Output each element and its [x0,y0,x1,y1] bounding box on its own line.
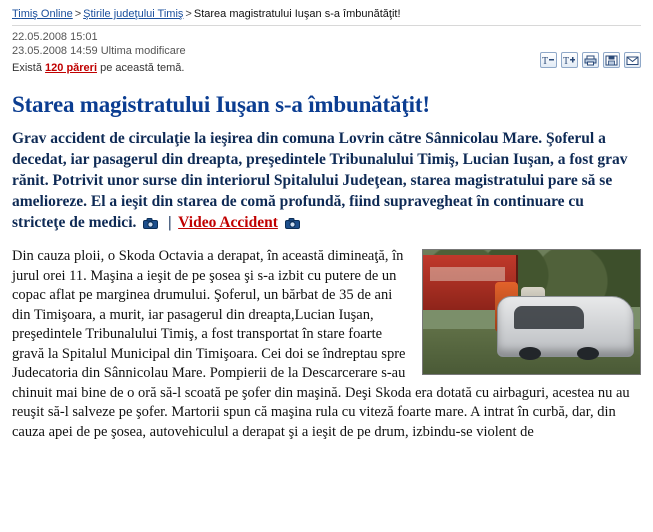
opinions-suffix: pe această temă. [100,62,185,74]
breadcrumb-item-current: Starea magistratului Iuşan s-a îmbunătăţit! [193,8,401,20]
lead-separator: | [168,214,172,231]
breadcrumb-separator-1: > [74,8,82,20]
text-increase-icon[interactable] [561,52,578,68]
svg-text:T: T [563,55,570,66]
camera-icon [143,214,158,235]
breadcrumb-separator-2: > [185,8,192,20]
modified-date: 23.05.2008 14:59 Ultima modificare [12,45,186,57]
svg-text:T: T [542,55,549,66]
opinions-count-link[interactable]: 120 păreri [45,62,98,74]
article-lead-text: Grav accident de circulaţie la ieşirea din comuna Lovrin către Sânnicolau Mare. Şoferul a decedat, iar pasagerul din dreapta, preşedintele Tribunalului Timiş, Lucian Iuşan, a fost grav rănit. Potrivit unor surse din interiorul Spitalului Judeţean, starea magistratului pare să se amelioreze. El a ieşit din starea de comă profundă, fiind supravegheat în continuare cu stricteţe de medici. [12,130,628,231]
email-icon[interactable] [624,52,641,68]
article-paragraph: Din cauza ploii, o Skoda Octavia a derapat, în această dimineaţă, în jurul orei 11. Maşina a ieşit de pe şosea şi s-a izbit cu putere de un copac aflat pe marginea drumului. Şoferul, un bărbat de 35 de ani din Timişoara, a murit, iar pasagerul din dreapta,Lucian Iuşan, preşedintele Tribunalului Timiş, a fost transportat în stare foarte gravă la Spitalul Municipal din Timişoara. Cei doi se îndreptau spre Judecatoria din Sânnicolau Mare. Pompierii de la Descarcerare s-au chinuit mai bine de o oră să-l scoată pe şofer din maşină. Deşi Skoda era dotată cu airbaguri, acestea nu au reuşit să-l salveze pe şofer. Martorii spun că maşina rula cu viteză foarte mare. A intrat în curbă, dar, din cauza apei de pe şosea, autovehiculul a derapat şi a ieşit de pe drum, izbindu-se violent de [12,248,630,440]
article-toolbar [540,52,641,68]
article-lead [12,128,641,235]
photo-wrecked-car [497,296,634,356]
page-title: Starea magistratului Iuşan s-a îmbunătăţit! [12,92,430,117]
article-meta [12,30,641,76]
camera-icon-2 [285,214,300,235]
accident-photo [422,249,641,375]
article-body [12,247,641,442]
breadcrumb-item-section[interactable]: Ştirile judeţului Timiş [83,8,184,20]
print-icon[interactable] [582,52,599,68]
breadcrumb [12,8,641,26]
published-date: 22.05.2008 15:01 [12,31,98,43]
video-accident-link[interactable]: Video Accident [178,214,278,231]
text-decrease-icon[interactable] [540,52,557,68]
opinions-prefix: Există [12,62,42,74]
breadcrumb-item-home[interactable]: Timiş Online [12,8,73,20]
save-icon[interactable] [603,52,620,68]
